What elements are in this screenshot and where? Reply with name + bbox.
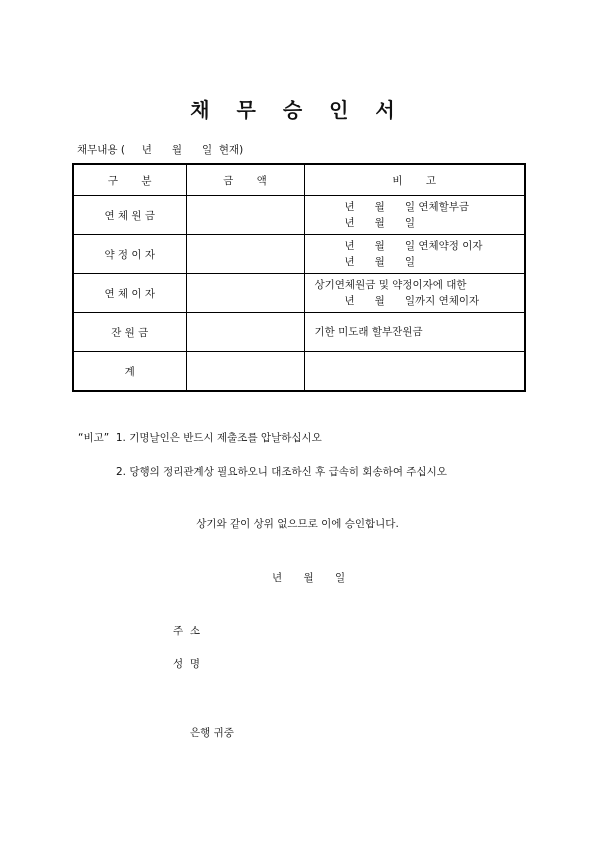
debt-table (72, 163, 526, 392)
row-note-overdue-interest (304, 274, 525, 313)
row-label-remaining-principal: 잔 원 금 (73, 313, 186, 352)
debt-content-date-line: 채무내용 ( 년 월 일 현재) (77, 144, 244, 156)
confirmation-statement: 상기와 같이 상위 없으므로 이에 승인합니다. (196, 518, 399, 530)
row-amount-agreed-interest (186, 235, 304, 274)
note-line: 년 월 일 (344, 217, 415, 229)
bank-addressee: 은행 귀중 (190, 727, 234, 739)
table-row (73, 352, 525, 392)
note-line: 기한 미도래 할부잔원금 (314, 326, 423, 338)
row-note-remaining-principal (304, 313, 525, 352)
row-label-overdue-principal: 연 체 원 금 (73, 196, 186, 235)
header-category: 구 분 (73, 164, 186, 196)
note-line: 상기연체원금 및 약정이자에 대한 (314, 279, 467, 291)
row-amount-remaining-principal (186, 313, 304, 352)
document-title: 채 무 승 인 서 (190, 98, 405, 122)
row-note-overdue-principal (304, 196, 525, 235)
note-line: 년 월 일까지 연체이자 (344, 295, 480, 307)
row-label-total: 계 (73, 352, 186, 392)
note-line: 년 월 일 (344, 256, 415, 268)
row-note-total (304, 352, 525, 392)
remark-line-1: “비고” 1. 기명날인은 반드시 제출조를 압날하십시오 (78, 432, 322, 444)
row-label-overdue-interest: 연 체 이 자 (73, 274, 186, 313)
name-label: 성 명 (173, 658, 200, 670)
header-remarks: 비 고 (304, 164, 525, 196)
address-label: 주 소 (173, 625, 200, 637)
date-line: 년 월 일 (272, 572, 346, 584)
note-line: 년 월 일 연체할부금 (344, 201, 470, 213)
header-amount: 금 액 (186, 164, 304, 196)
row-amount-total (186, 352, 304, 392)
row-amount-overdue-principal (186, 196, 304, 235)
table-row (73, 196, 525, 235)
table-row (73, 235, 525, 274)
note-line: 년 월 일 연체약정 이자 (344, 240, 483, 252)
table-row (73, 313, 525, 352)
row-label-agreed-interest: 약 정 이 자 (73, 235, 186, 274)
table-header-row (73, 164, 525, 196)
row-note-agreed-interest (304, 235, 525, 274)
remark-line-2: 2. 당행의 정리관계상 필요하오니 대조하신 후 급속히 회송하여 주십시오 (116, 466, 447, 478)
row-amount-overdue-interest (186, 274, 304, 313)
table-row (73, 274, 525, 313)
